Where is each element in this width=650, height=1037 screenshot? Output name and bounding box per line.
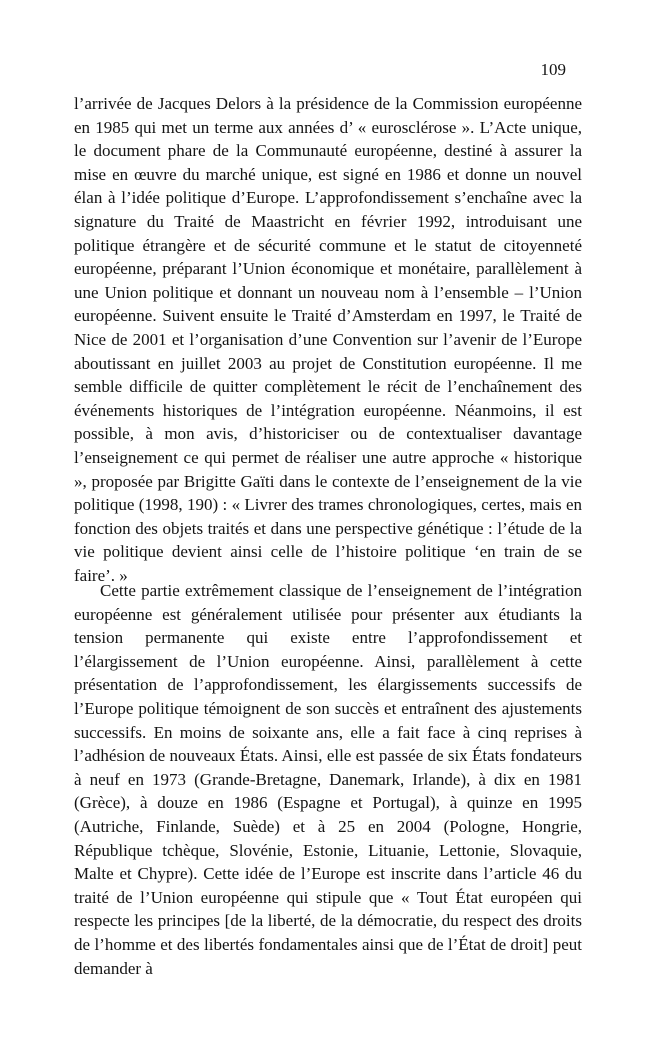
body-paragraph: l’arrivée de Jacques Delors à la présidence de la Commission européenne en 1985 qui met un terme aux années d’ « eurosclérose ». L’Acte unique, le document phare de la Communauté européenne, destiné à assurer la mise en œuvre du marché unique, est signé en 1986 et donne un nouvel élan à l’idée politique d’Europe. L’approfondissement s’enchaîne avec la signature du Traité de Maastricht en février 1992, introduisant une politique étrangère et de sécurité commune et le statut de citoyenneté européenne, préparant l’Union économique et monétaire, parallèlement à une Union politique et donnant un nouveau nom à l’ensemble – l’Union européenne. Suivent ensuite le Traité d’Amsterdam en 1997, le Traité de Nice de 2001 et l’organisation d’une Convention sur l’avenir de l’Europe aboutissant en juillet 2003 au projet de Constitution européenne. Il me semble difficile de quitter complètement le récit de l’enchaînement des événements historiques de l’intégration européenne. Néanmoins, il est possible, à mon avis, d’historiciser ou de contextualiser davantage l’enseignement ce qui permet de réaliser une autre approche « historique », proposée par Brigitte Gaïti dans le contexte de l’enseignement de la vie politique (1998, 190) : « Livrer des trames chronologiques, certes, mais en fonction des objets traités et dans une perspective génétique : l’étude de la vie politique devient ainsi celle de l’histoire politique ‘en train de se faire’. »: [74, 94, 582, 585]
page-number: 109: [540, 60, 566, 79]
body-paragraph: Cette partie extrêmement classique de l’enseignement de l’intégration européenne est généralement utilisée pour présenter aux étudiants la tension permanente qui existe entre l’approfondissement et l’élargissement de l’Union européenne. Ainsi, parallèlement à cette présentation de l’approfondissement, les élargissements successifs de l’Europe politique témoignent de son succès et entraînent des ajustements successifs. En moins de soixante ans, elle a fait face à cinq reprises à l’adhésion de nouveaux États. Ainsi, elle est passée de six États fondateurs à neuf en 1973 (Grande-Bretagne, Danemark, Irlande), à dix en 1981 (Grèce), à douze en 1986 (Espagne et Portugal), à quinze en 1995 (Autriche, Finlande, Suède) et à 25 en 2004 (Pologne, Hongrie, République tchèque, Slovénie, Estonie, Lituanie, Lettonie, Slovaquie, Malte et Chypre). Cette idée de l’Europe est inscrite dans l’article 46 du traité de l’Union européenne qui stipule que « Tout État européen qui respecte les principes [de la liberté, de la démocratie, du respect des droits de l’homme et des libertés fondamentales ainsi que de l’État de droit] peut demander à: [74, 581, 582, 978]
